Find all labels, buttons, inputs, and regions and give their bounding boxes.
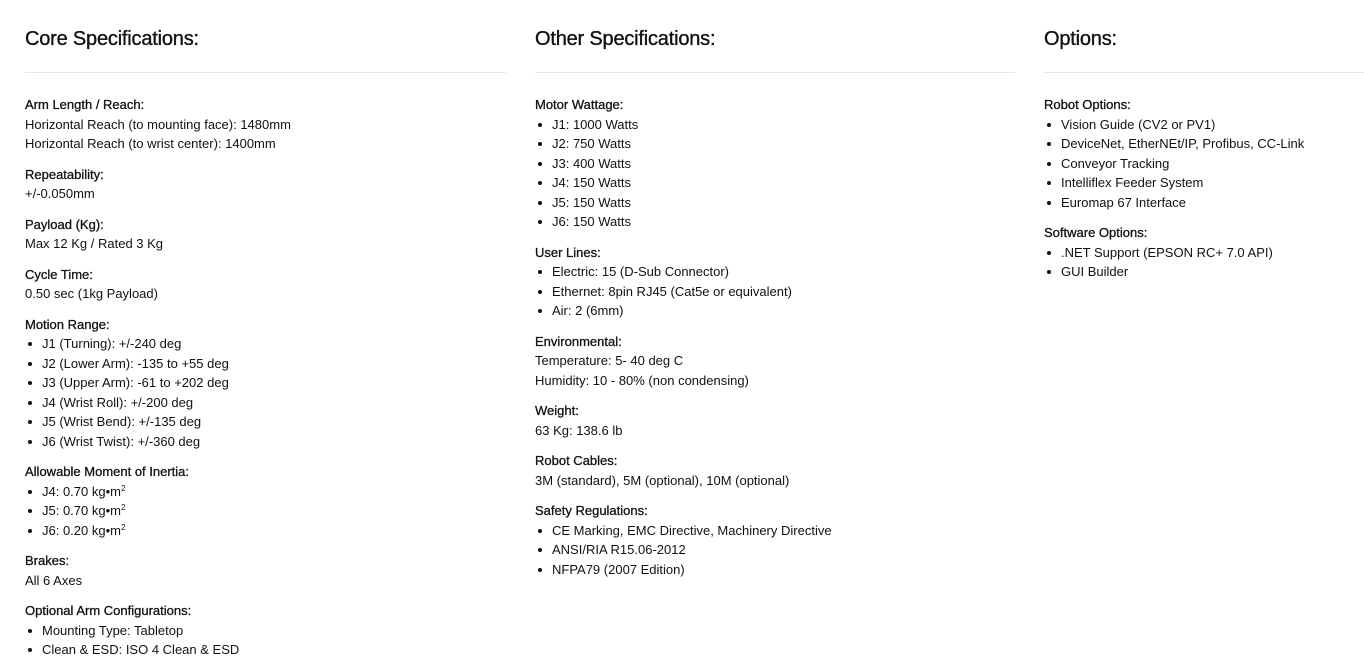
divider xyxy=(535,72,1015,73)
list-item: Clean & ESD: ISO 4 Clean & ESD xyxy=(25,640,506,660)
robot-options-list xyxy=(1044,115,1364,213)
software-options-label: Software Options: xyxy=(1044,225,1148,240)
arm-length-line: Horizontal Reach (to mounting face): 1480mm xyxy=(25,116,291,132)
user-lines-section xyxy=(535,243,1015,321)
arm-length-label: Arm Length / Reach: xyxy=(25,97,145,112)
unit-superscript: 2 xyxy=(120,483,126,493)
list-item xyxy=(25,501,506,521)
list-item: .NET Support (EPSON RC+ 7.0 API) xyxy=(1044,243,1364,263)
list-item xyxy=(25,521,506,541)
robot-cables-label: Robot Cables: xyxy=(535,453,618,468)
motion-range-section xyxy=(25,315,506,452)
list-item: J4 (Wrist Roll): +/-200 deg xyxy=(25,393,506,413)
motor-wattage-section xyxy=(535,95,1015,232)
core-specifications-heading: Core Specifications: xyxy=(25,28,199,50)
safety-section xyxy=(535,501,1015,579)
list-item: J4: 150 Watts xyxy=(535,173,1015,193)
software-options-list xyxy=(1044,243,1364,282)
core-specifications-column xyxy=(25,0,506,669)
inertia-label: Allowable Moment of Inertia: xyxy=(25,464,190,479)
inertia-section xyxy=(25,462,506,540)
weight-section xyxy=(535,401,1015,440)
arm-config-list xyxy=(25,621,506,660)
software-options-section xyxy=(1044,223,1364,282)
motor-wattage-list xyxy=(535,115,1015,232)
list-item: J1 (Turning): +/-240 deg xyxy=(25,334,506,354)
user-lines-list xyxy=(535,262,1015,321)
environmental-section xyxy=(535,332,1015,391)
list-item: DeviceNet, EtherNEt/IP, Profibus, CC-Link xyxy=(1044,134,1364,154)
list-item: ANSI/RIA R15.06-2012 xyxy=(535,540,1015,560)
unit-superscript: 2 xyxy=(120,522,126,532)
robot-cables-section xyxy=(535,451,1015,490)
arm-config-label: Optional Arm Configurations: xyxy=(25,603,192,618)
list-item: J2 (Lower Arm): -135 to +55 deg xyxy=(25,354,506,374)
motion-range-label: Motion Range: xyxy=(25,316,110,332)
divider xyxy=(1044,72,1364,73)
repeatability-section xyxy=(25,165,506,204)
payload-label: Payload (Kg): xyxy=(25,216,104,232)
motion-range-list xyxy=(25,334,506,451)
list-item: NFPA79 (2007 Edition) xyxy=(535,560,1015,580)
payload-section xyxy=(25,215,506,254)
options-column xyxy=(1044,0,1364,293)
list-item: J3 (Upper Arm): -61 to +202 deg xyxy=(25,373,506,393)
options-heading: Options: xyxy=(1044,28,1117,50)
other-specifications-column xyxy=(535,0,1015,590)
inertia-value: J5: 0.70 kg•m xyxy=(42,503,121,518)
weight-label: Weight: xyxy=(535,403,579,418)
brakes-label: Brakes: xyxy=(25,553,70,568)
list-item: J6 (Wrist Twist): +/-360 deg xyxy=(25,432,506,452)
safety-label: Safety Regulations: xyxy=(535,503,648,518)
list-item: Mounting Type: Tabletop xyxy=(25,621,506,641)
list-item: Intelliflex Feeder System xyxy=(1044,173,1364,193)
environmental-line: Temperature: 5- 40 deg C xyxy=(535,353,684,368)
robot-options-section xyxy=(1044,95,1364,212)
list-item: Ethernet: 8pin RJ45 (Cat5e or equivalent) xyxy=(535,282,1015,302)
inertia-value: J4: 0.70 kg•m xyxy=(42,483,121,499)
list-item: J2: 750 Watts xyxy=(535,134,1015,154)
motor-wattage-label: Motor Wattage: xyxy=(535,97,624,112)
list-item: J6: 150 Watts xyxy=(535,212,1015,232)
arm-length-section xyxy=(25,95,506,154)
list-item xyxy=(25,482,506,502)
list-item: J5 (Wrist Bend): +/-135 deg xyxy=(25,412,506,432)
list-item: Electric: 15 (D-Sub Connector) xyxy=(535,262,1015,282)
list-item: Conveyor Tracking xyxy=(1044,154,1364,174)
divider xyxy=(25,72,506,73)
repeatability-label: Repeatability: xyxy=(25,166,104,182)
list-item: Euromap 67 Interface xyxy=(1044,193,1364,213)
list-item: Air: 2 (6mm) xyxy=(535,301,1015,321)
other-specifications-heading: Other Specifications: xyxy=(535,28,716,50)
inertia-list xyxy=(25,482,506,541)
list-item: Vision Guide (CV2 or PV1) xyxy=(1044,115,1364,135)
cycle-time-value: 0.50 sec (1kg Payload) xyxy=(25,286,158,301)
weight-value: 63 Kg: 138.6 lb xyxy=(535,422,623,438)
list-item: J5: 150 Watts xyxy=(535,193,1015,213)
robot-options-label: Robot Options: xyxy=(1044,97,1131,112)
robot-cables-value: 3M (standard), 5M (optional), 10M (optional) xyxy=(535,472,790,488)
safety-list xyxy=(535,521,1015,580)
arm-config-section xyxy=(25,601,506,660)
brakes-section xyxy=(25,551,506,590)
environmental-line: Humidity: 10 - 80% (non condensing) xyxy=(535,372,749,388)
arm-length-line: Horizontal Reach (to wrist center): 1400mm xyxy=(25,136,276,151)
inertia-value: J6: 0.20 kg•m xyxy=(42,522,121,538)
cycle-time-label: Cycle Time: xyxy=(25,266,93,282)
environmental-label: Environmental: xyxy=(535,333,622,349)
list-item: J3: 400 Watts xyxy=(535,154,1015,174)
list-item: J1: 1000 Watts xyxy=(535,115,1015,135)
brakes-value: All 6 Axes xyxy=(25,572,83,588)
cycle-time-section xyxy=(25,265,506,304)
user-lines-label: User Lines: xyxy=(535,244,601,260)
repeatability-value: +/-0.050mm xyxy=(25,186,95,201)
list-item: GUI Builder xyxy=(1044,262,1364,282)
list-item: CE Marking, EMC Directive, Machinery Directive xyxy=(535,521,1015,541)
payload-value: Max 12 Kg / Rated 3 Kg xyxy=(25,236,164,251)
unit-superscript: 2 xyxy=(120,503,126,512)
